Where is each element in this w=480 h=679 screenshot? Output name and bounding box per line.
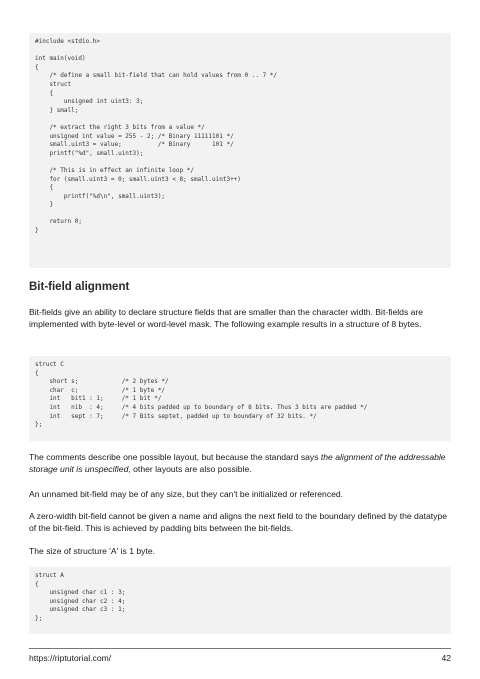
paragraph-unnamed-bitfield: An unnamed bit-field may be of any size, but they can't be initialized or referenced. (29, 489, 344, 499)
code-line: } (35, 227, 39, 235)
code-line: { (35, 369, 39, 377)
code-line: { (35, 89, 54, 97)
footer-link[interactable]: https://riptutorial.com/ (29, 653, 112, 663)
code-line: { (35, 580, 39, 588)
code-line: printf("%d\n", small.uint3); (35, 192, 166, 200)
code-line: small.uint3 = value; /* Binary 101 */ (35, 141, 234, 149)
code-line: int main(void) (35, 55, 86, 63)
code-line: unsigned char c2 : 4; (35, 597, 126, 605)
paragraph-zero-width: A zero-width bit-field cannot be given a name and aligns the next field to the boundary defined by the datatype of the bit-field. This is achieved by padding bits between the bit-fields. (29, 511, 448, 533)
paragraph-text: , other layouts are also possible. (128, 464, 252, 474)
section-heading: Bit-field alignment (29, 281, 130, 293)
code-line: int sept : 7; /* 7 Bits septet, padded up to boundary of 32 bits. */ (35, 412, 317, 420)
code-line: }; (35, 421, 43, 429)
code-line (35, 115, 445, 124)
code-line: /* This is in effect an infinite loop */ (35, 166, 194, 174)
code-line: int bit1 : 1; /* 1 bit */ (35, 395, 162, 403)
code-line: unsigned char c3 : 1; (35, 606, 126, 614)
code-block-struct-c (29, 356, 451, 441)
code-line: } (35, 201, 54, 209)
paragraph-text: The comments describe one possible layout, but because the standard says (29, 452, 321, 462)
code-line: short s; /* 2 bytes */ (35, 378, 169, 386)
code-line: /* extract the right 3 bits from a value */ (35, 123, 205, 131)
code-line (35, 210, 445, 219)
code-line: /* define a small bit-field that can hold values from 0 .. 7 */ (35, 72, 278, 80)
code-line: struct (35, 80, 72, 88)
paragraph-intro: Bit-fields give an ability to declare structure fields that are smaller than the character width. Bit-fields are implemented with byte-level or word-level mask. The following example results in a structure of 8 bytes. (29, 307, 424, 329)
code-line: unsigned int value = 255 - 2; /* Binary 11111101 */ (35, 132, 234, 140)
page-number: 42 (441, 653, 451, 663)
code-line: printf("%d", small.uint3); (35, 149, 144, 157)
code-line: char c; /* 1 byte */ (35, 386, 166, 394)
code-line (35, 47, 445, 56)
code-line: return 0; (35, 218, 82, 226)
code-line: for (small.uint3 = 0; small.uint3 < 8; small.uint3++) (35, 175, 241, 183)
code-block-struct-a (29, 567, 451, 634)
footer-divider (29, 648, 451, 649)
code-line: } small; (35, 106, 79, 114)
code-block-main-example (29, 33, 451, 268)
code-line: int nib : 4; /* 4 bits padded up to boundary of 8 bits. Thus 3 bits are padded */ (35, 403, 368, 411)
code-line: #include <stdio.h> (35, 38, 101, 45)
code-line: { (35, 184, 54, 192)
code-line: unsigned char c1 : 3; (35, 589, 126, 597)
code-line: struct C (35, 361, 64, 368)
code-line: struct A (35, 572, 64, 579)
code-line: unsigned int uint3: 3; (35, 98, 144, 106)
paragraph-layout-note (29, 451, 451, 475)
code-line: }; (35, 614, 43, 622)
emphasized-quote: the alignment of the addressable storage unit is unspecified (29, 452, 446, 474)
paragraph-struct-size: The size of structure 'A' is 1 byte. (29, 546, 156, 556)
code-line (35, 158, 445, 167)
code-line: { (35, 63, 39, 71)
